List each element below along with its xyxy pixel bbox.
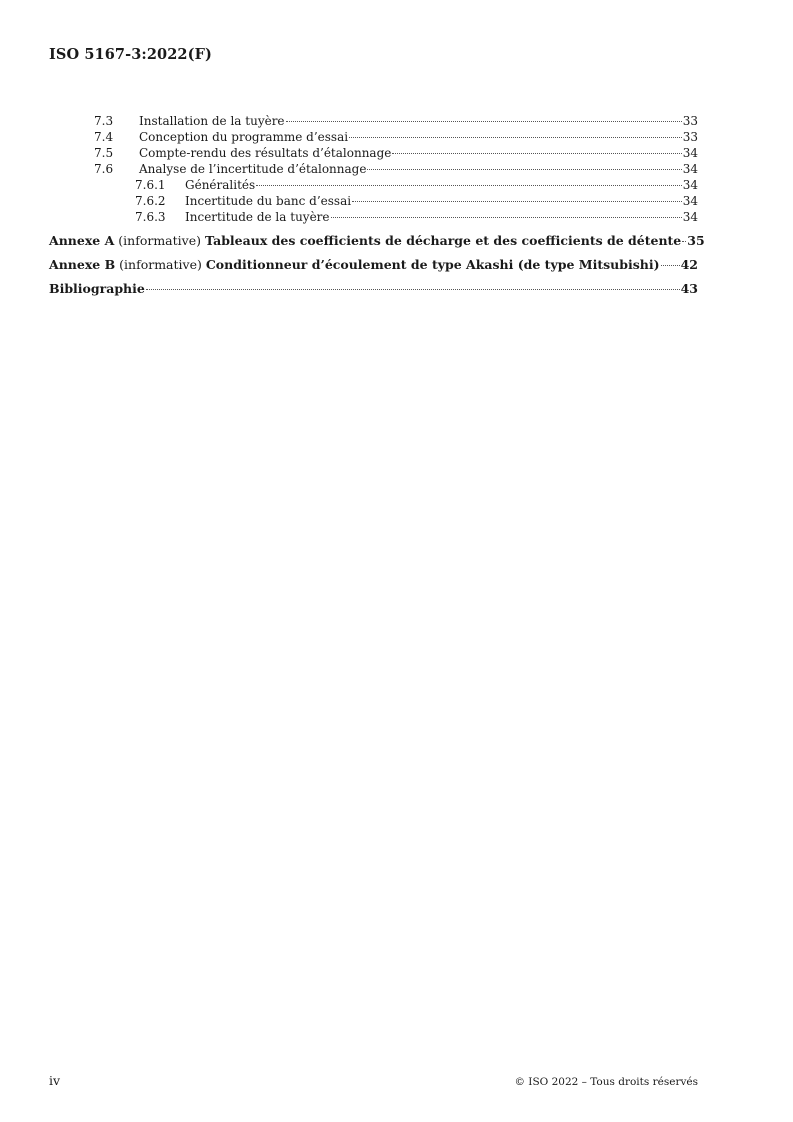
dot-leader [331, 217, 682, 218]
toc-entry-number: 7.6.3 [135, 210, 166, 224]
toc-entry-title: Généralités [185, 178, 256, 192]
annex-label: Annexe B [49, 257, 116, 272]
annex-type: (informative) [119, 257, 202, 272]
toc-entry-page: 34 [682, 210, 698, 224]
annex-title: Conditionneur d’écoulement de type Akashi (de type Mitsubishi) [205, 257, 660, 272]
toc-entry-page: 34 [682, 194, 698, 208]
toc-entry-7-3[interactable] [49, 113, 698, 129]
toc-entry-page: 35 [687, 233, 705, 248]
toc-entry-title: Analyse de l’incertitude d’étalonnage [139, 162, 367, 176]
annex-label: Annexe A [49, 233, 115, 248]
toc-entry-7-6-1[interactable] [49, 177, 698, 193]
toc-entry-title: Compte-rendu des résultats d’étalonnage [139, 146, 392, 160]
toc-entry-title: Incertitude du banc d’essai [185, 194, 352, 208]
footer-copyright: © ISO 2022 – Tous droits réservés [514, 1076, 698, 1088]
toc-entry-number: 7.3 [94, 114, 114, 128]
dot-leader [349, 137, 682, 138]
toc-entry-7-5[interactable] [49, 145, 698, 161]
toc-entry-annex-a[interactable] [49, 229, 705, 253]
dot-leader [367, 169, 681, 170]
document-id-header: ISO 5167-3:2022(F) [49, 46, 212, 63]
toc-entry-number: 7.5 [94, 146, 114, 160]
toc-entry-page: 34 [682, 162, 698, 176]
annex-type: (informative) [118, 233, 201, 248]
toc-entry-number: 7.6.2 [135, 194, 166, 208]
dot-leader [146, 289, 680, 290]
dot-leader [682, 241, 686, 242]
footer-page-number: iv [49, 1073, 61, 1088]
dot-leader [661, 265, 680, 266]
bibliography-title: Bibliographie [49, 281, 145, 296]
toc-entry-number: 7.4 [94, 130, 114, 144]
toc-entry-7-6-2[interactable] [49, 193, 698, 209]
dot-leader [352, 201, 682, 202]
dot-leader [286, 121, 682, 122]
toc-entry-annex-b[interactable] [49, 253, 698, 277]
toc-entry-page: 33 [682, 114, 698, 128]
page-footer [49, 1073, 698, 1088]
toc-entry-page: 34 [682, 146, 698, 160]
toc-entry-number: 7.6.1 [135, 178, 166, 192]
toc-entry-7-6[interactable] [49, 161, 698, 177]
toc-entry-7-6-3[interactable] [49, 209, 698, 225]
toc-entry-bibliography[interactable] [49, 277, 698, 301]
dot-leader [256, 185, 682, 186]
toc-entry-page: 42 [680, 257, 698, 272]
toc-entry-number: 7.6 [94, 162, 114, 176]
toc-entry-page: 34 [682, 178, 698, 192]
table-of-contents [49, 113, 705, 301]
annex-title: Tableaux des coefficients de décharge et des coefficients de détente [204, 233, 682, 248]
toc-entry-7-4[interactable] [49, 129, 698, 145]
toc-entry-title: Conception du programme d’essai [139, 130, 349, 144]
toc-entry-page: 33 [682, 130, 698, 144]
toc-entry-page: 43 [680, 281, 698, 296]
toc-entry-title: Installation de la tuyère [139, 114, 285, 128]
toc-entry-title: Incertitude de la tuyère [185, 210, 330, 224]
dot-leader [392, 153, 681, 154]
